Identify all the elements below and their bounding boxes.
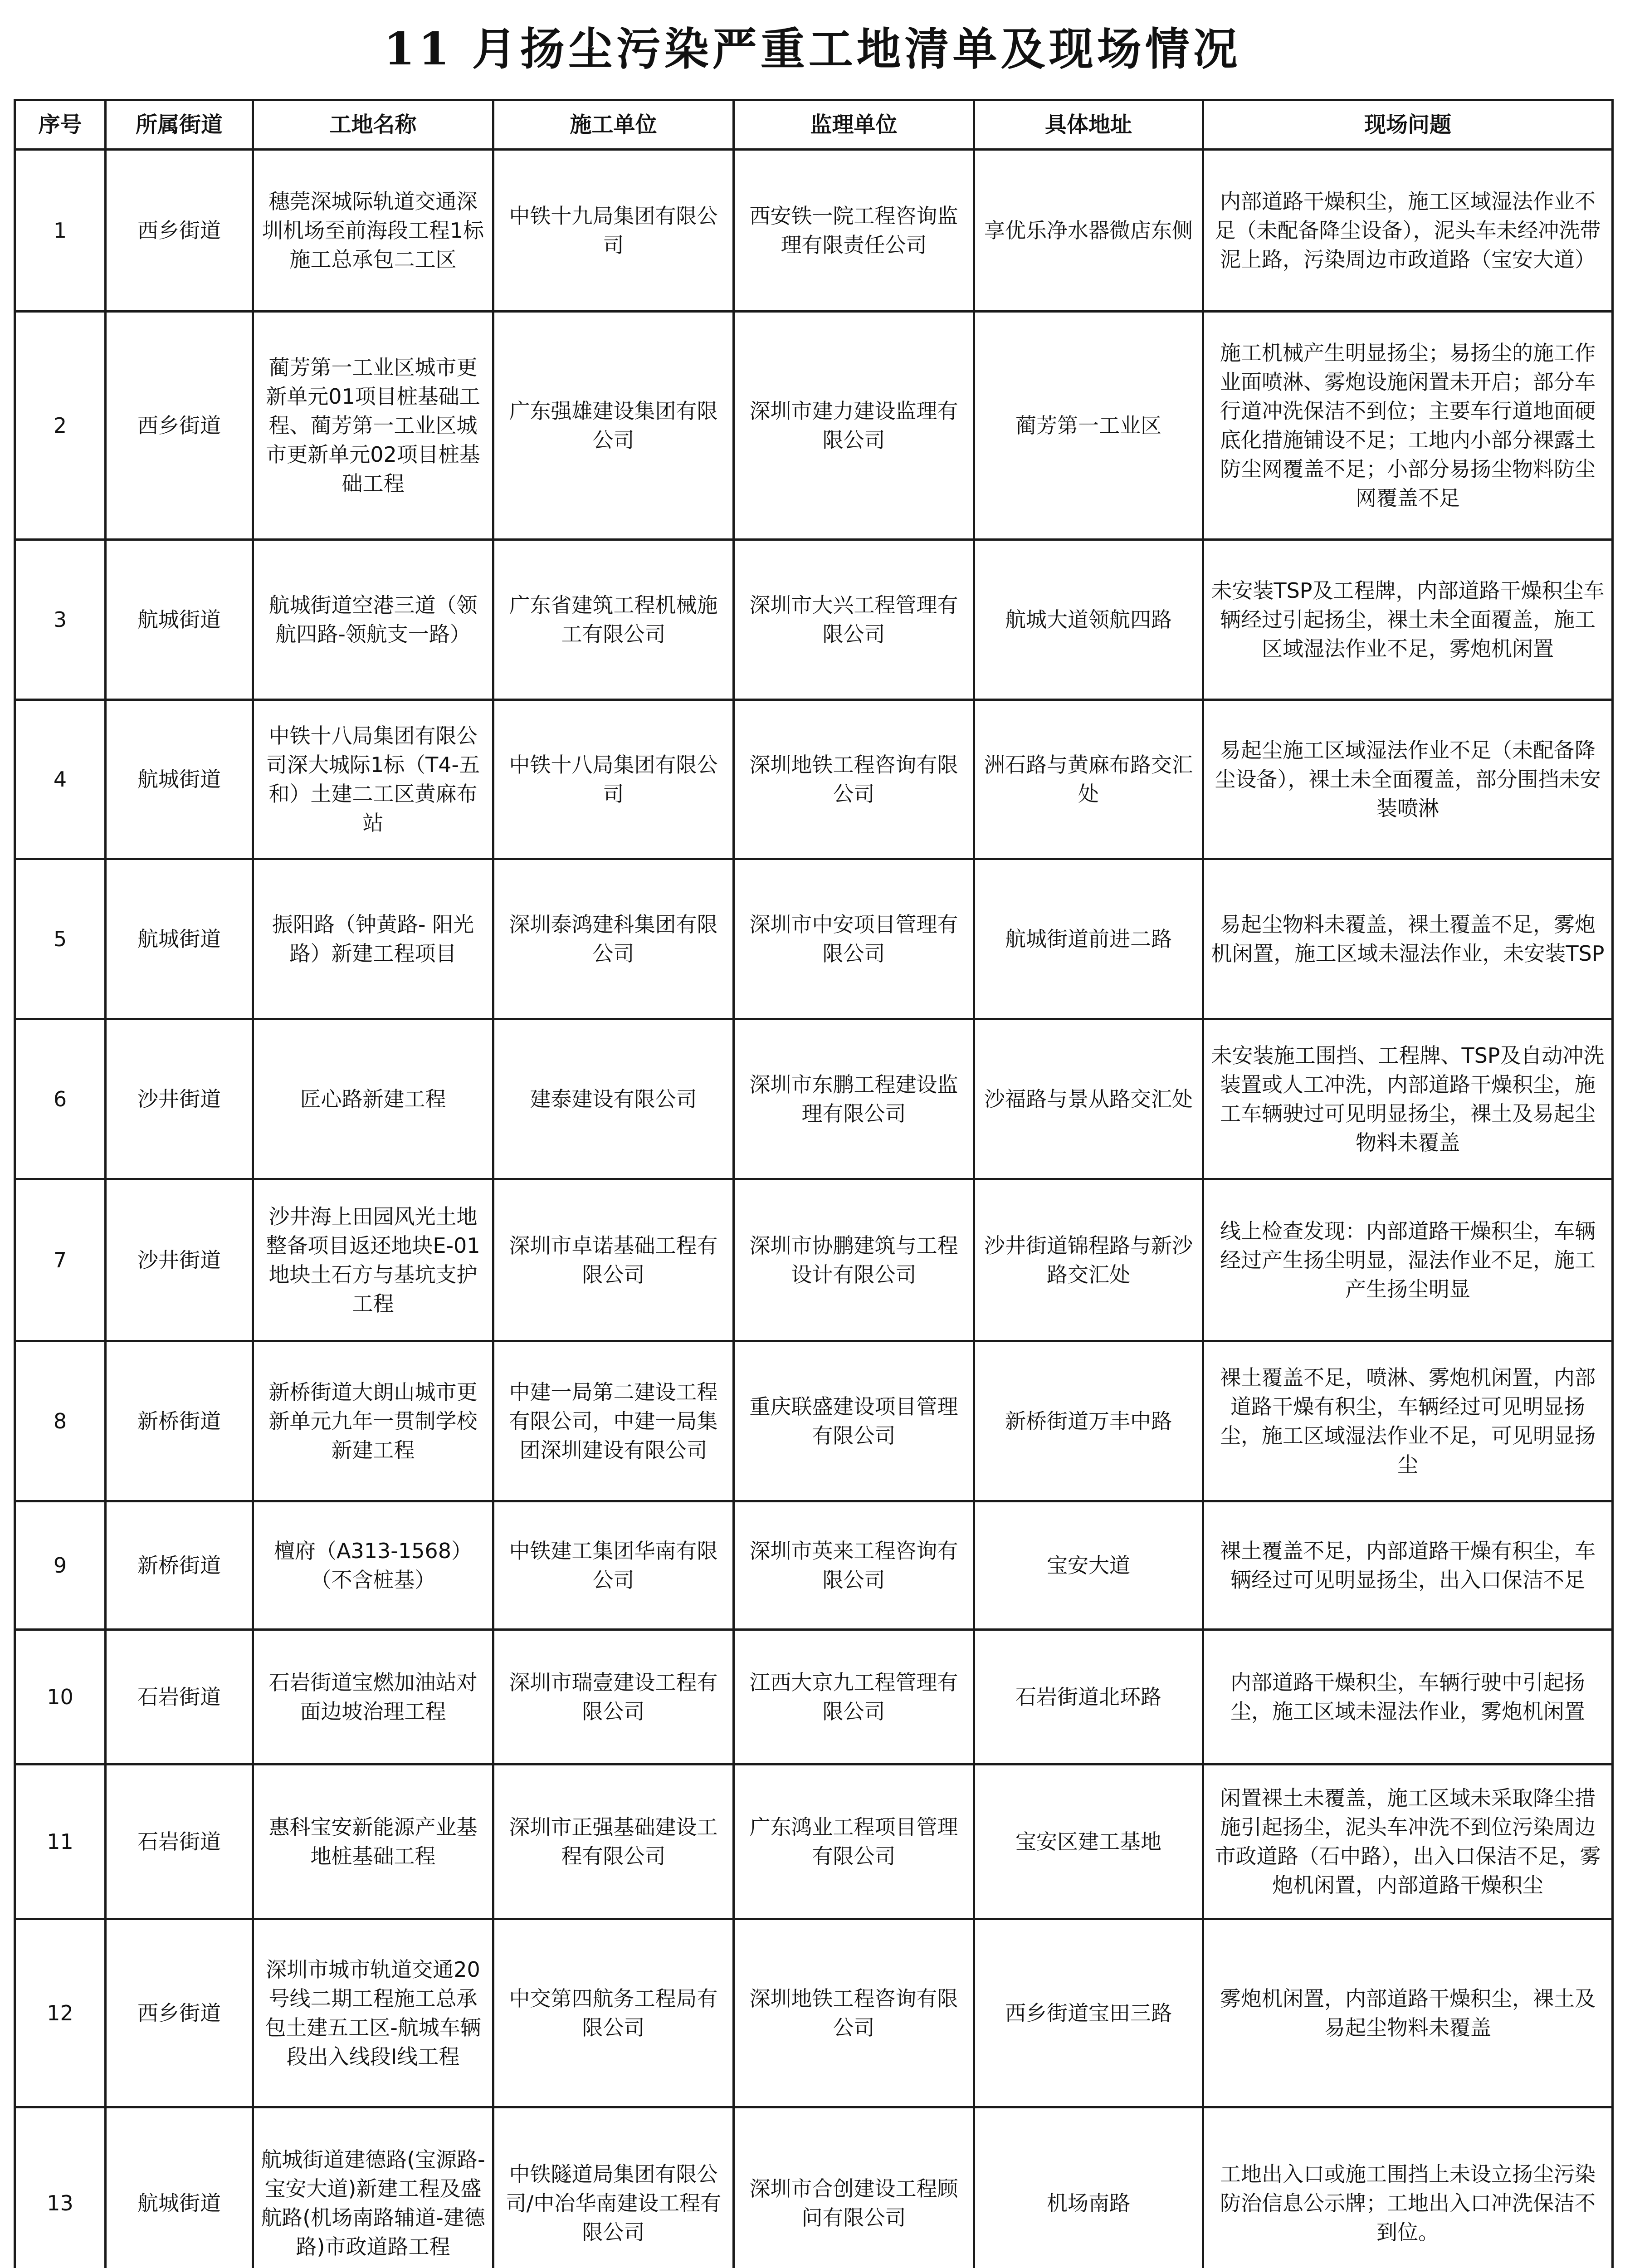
table-row bbox=[15, 859, 1613, 1019]
cell-issue: 内部道路干燥积尘，施工区域湿法作业不足（未配备降尘设备），泥头车未经冲洗带泥上路，污染周边市政道路（宝安大道） bbox=[1203, 150, 1613, 312]
header-issue: 现场问题 bbox=[1203, 100, 1613, 150]
table-row bbox=[15, 1019, 1613, 1179]
cell-no: 4 bbox=[15, 700, 106, 859]
cell-builder: 中铁十九局集团有限公司 bbox=[493, 150, 734, 312]
cell-supervisor: 重庆联盛建设项目管理有限公司 bbox=[734, 1341, 974, 1501]
cell-issue: 裸土覆盖不足，内部道路干燥有积尘，车辆经过可见明显扬尘，出入口保洁不足 bbox=[1203, 1501, 1613, 1630]
cell-no: 11 bbox=[15, 1765, 106, 1919]
cell-issue: 易起尘物料未覆盖，裸土覆盖不足，雾炮机闲置，施工区域未湿法作业，未安装TSP bbox=[1203, 859, 1613, 1019]
cell-street: 航城街道 bbox=[106, 2107, 253, 2268]
header-supervisor: 监理单位 bbox=[734, 100, 974, 150]
cell-builder: 广东强雄建设集团有限公司 bbox=[493, 312, 734, 540]
table-row bbox=[15, 312, 1613, 540]
cell-no: 13 bbox=[15, 2107, 106, 2268]
cell-street: 沙井街道 bbox=[106, 1179, 253, 1341]
cell-site: 沙井海上田园风光土地整备项目返还地块E-01地块土石方与基坑支护工程 bbox=[253, 1179, 493, 1341]
cell-address: 西乡街道宝田三路 bbox=[974, 1919, 1203, 2107]
cell-no: 6 bbox=[15, 1019, 106, 1179]
cell-no: 7 bbox=[15, 1179, 106, 1341]
cell-no: 9 bbox=[15, 1501, 106, 1630]
cell-no: 1 bbox=[15, 150, 106, 312]
cell-issue: 雾炮机闲置，内部道路干燥积尘，裸土及易起尘物料未覆盖 bbox=[1203, 1919, 1613, 2107]
header-no: 序号 bbox=[15, 100, 106, 150]
cell-issue: 裸土覆盖不足，喷淋、雾炮机闲置，内部道路干燥有积尘，车辆经过可见明显扬尘，施工区域湿法作业不足，可见明显扬尘 bbox=[1203, 1341, 1613, 1501]
table-row bbox=[15, 1501, 1613, 1630]
site-table bbox=[14, 99, 1614, 2268]
cell-street: 西乡街道 bbox=[106, 150, 253, 312]
cell-supervisor: 广东鸿业工程项目管理有限公司 bbox=[734, 1765, 974, 1919]
cell-no: 8 bbox=[15, 1341, 106, 1501]
cell-supervisor: 深圳地铁工程咨询有限公司 bbox=[734, 1919, 974, 2107]
cell-builder: 深圳市正强基础建设工程有限公司 bbox=[493, 1765, 734, 1919]
table-row bbox=[15, 1765, 1613, 1919]
cell-street: 沙井街道 bbox=[106, 1019, 253, 1179]
cell-site: 中铁十八局集团有限公司深大城际1标（T4-五和）土建二工区黄麻布站 bbox=[253, 700, 493, 859]
cell-site: 深圳市城市轨道交通20号线二期工程施工总承包土建五工区-航城车辆段出入线段Ⅰ线工程 bbox=[253, 1919, 493, 2107]
cell-issue: 内部道路干燥积尘，车辆行驶中引起扬尘，施工区域未湿法作业，雾炮机闲置 bbox=[1203, 1630, 1613, 1765]
table-row bbox=[15, 1179, 1613, 1341]
cell-site: 新桥街道大朗山城市更新单元九年一贯制学校新建工程 bbox=[253, 1341, 493, 1501]
table-row bbox=[15, 1919, 1613, 2107]
table-row bbox=[15, 1341, 1613, 1501]
cell-address: 新桥街道万丰中路 bbox=[974, 1341, 1203, 1501]
cell-street: 新桥街道 bbox=[106, 1501, 253, 1630]
cell-site: 蔺芳第一工业区城市更新单元01项目桩基础工程、蔺芳第一工业区城市更新单元02项目桩基础工程 bbox=[253, 312, 493, 540]
cell-supervisor: 深圳市合创建设工程顾问有限公司 bbox=[734, 2107, 974, 2268]
table-row bbox=[15, 540, 1613, 700]
cell-address: 沙福路与景从路交汇处 bbox=[974, 1019, 1203, 1179]
table-header-row bbox=[15, 100, 1613, 150]
header-street: 所属街道 bbox=[106, 100, 253, 150]
cell-site: 航城街道空港三道（领航四路-领航支一路） bbox=[253, 540, 493, 700]
cell-supervisor: 深圳市英来工程咨询有限公司 bbox=[734, 1501, 974, 1630]
cell-supervisor: 深圳市大兴工程管理有限公司 bbox=[734, 540, 974, 700]
table-body bbox=[15, 150, 1613, 2268]
cell-issue: 施工机械产生明显扬尘；易扬尘的施工作业面喷淋、雾炮设施闲置未开启；部分车行道冲洗保洁不到位；主要车行道地面硬底化措施铺设不足；工地内小部分裸露土防尘网覆盖不足；小部分易扬尘物料防尘网覆盖不足 bbox=[1203, 312, 1613, 540]
table-row bbox=[15, 1630, 1613, 1765]
header-address: 具体地址 bbox=[974, 100, 1203, 150]
cell-issue: 未安装施工围挡、工程牌、TSP及自动冲洗装置或人工冲洗，内部道路干燥积尘，施工车辆驶过可见明显扬尘，裸土及易起尘物料未覆盖 bbox=[1203, 1019, 1613, 1179]
cell-address: 航城大道领航四路 bbox=[974, 540, 1203, 700]
cell-street: 石岩街道 bbox=[106, 1630, 253, 1765]
cell-street: 航城街道 bbox=[106, 540, 253, 700]
cell-supervisor: 深圳市东鹏工程建设监理有限公司 bbox=[734, 1019, 974, 1179]
cell-address: 航城街道前进二路 bbox=[974, 859, 1203, 1019]
cell-site: 振阳路（钟黄路- 阳光路）新建工程项目 bbox=[253, 859, 493, 1019]
cell-site: 石岩街道宝燃加油站对面边坡治理工程 bbox=[253, 1630, 493, 1765]
cell-site: 檀府（A313-1568）（不含桩基） bbox=[253, 1501, 493, 1630]
cell-builder: 中铁隧道局集团有限公司/中冶华南建设工程有限公司 bbox=[493, 2107, 734, 2268]
page-title: 11 月扬尘污染严重工地清单及现场情况 bbox=[384, 23, 1241, 75]
cell-supervisor: 深圳地铁工程咨询有限公司 bbox=[734, 700, 974, 859]
cell-street: 西乡街道 bbox=[106, 312, 253, 540]
cell-address: 洲石路与黄麻布路交汇处 bbox=[974, 700, 1203, 859]
cell-street: 新桥街道 bbox=[106, 1341, 253, 1501]
cell-street: 航城街道 bbox=[106, 859, 253, 1019]
cell-builder: 深圳泰鸿建科集团有限公司 bbox=[493, 859, 734, 1019]
cell-address: 石岩街道北环路 bbox=[974, 1630, 1203, 1765]
header-builder: 施工单位 bbox=[493, 100, 734, 150]
cell-builder: 中交第四航务工程局有限公司 bbox=[493, 1919, 734, 2107]
cell-street: 石岩街道 bbox=[106, 1765, 253, 1919]
cell-site: 惠科宝安新能源产业基地桩基础工程 bbox=[253, 1765, 493, 1919]
cell-address: 机场南路 bbox=[974, 2107, 1203, 2268]
cell-address: 沙井街道锦程路与新沙路交汇处 bbox=[974, 1179, 1203, 1341]
cell-issue: 易起尘施工区域湿法作业不足（未配备降尘设备），裸土未全面覆盖，部分围挡未安装喷淋 bbox=[1203, 700, 1613, 859]
table-row bbox=[15, 2107, 1613, 2268]
cell-builder: 建泰建设有限公司 bbox=[493, 1019, 734, 1179]
cell-builder: 深圳市卓诺基础工程有限公司 bbox=[493, 1179, 734, 1341]
cell-builder: 广东省建筑工程机械施工有限公司 bbox=[493, 540, 734, 700]
cell-builder: 深圳市瑞壹建设工程有限公司 bbox=[493, 1630, 734, 1765]
cell-no: 10 bbox=[15, 1630, 106, 1765]
cell-site: 穗莞深城际轨道交通深圳机场至前海段工程1标施工总承包二工区 bbox=[253, 150, 493, 312]
cell-site: 匠心路新建工程 bbox=[253, 1019, 493, 1179]
cell-supervisor: 深圳市协鹏建筑与工程设计有限公司 bbox=[734, 1179, 974, 1341]
cell-address: 蔺芳第一工业区 bbox=[974, 312, 1203, 540]
cell-street: 航城街道 bbox=[106, 700, 253, 859]
cell-issue: 未安装TSP及工程牌，内部道路干燥积尘车辆经过引起扬尘，裸土未全面覆盖，施工区域湿法作业不足，雾炮机闲置 bbox=[1203, 540, 1613, 700]
cell-address: 宝安区建工基地 bbox=[974, 1765, 1203, 1919]
cell-site: 航城街道建德路(宝源路-宝安大道)新建工程及盛航路(机场南路辅道-建德路)市政道路工程 bbox=[253, 2107, 493, 2268]
cell-no: 2 bbox=[15, 312, 106, 540]
cell-street: 西乡街道 bbox=[106, 1919, 253, 2107]
cell-builder: 中建一局第二建设工程有限公司，中建一局集团深圳建设有限公司 bbox=[493, 1341, 734, 1501]
cell-no: 3 bbox=[15, 540, 106, 700]
cell-address: 享优乐净水器微店东侧 bbox=[974, 150, 1203, 312]
cell-supervisor: 深圳市中安项目管理有限公司 bbox=[734, 859, 974, 1019]
header-site: 工地名称 bbox=[253, 100, 493, 150]
cell-no: 12 bbox=[15, 1919, 106, 2107]
table-row bbox=[15, 700, 1613, 859]
cell-builder: 中铁十八局集团有限公司 bbox=[493, 700, 734, 859]
cell-issue: 线上检查发现：内部道路干燥积尘，车辆经过产生扬尘明显，湿法作业不足，施工产生扬尘明显 bbox=[1203, 1179, 1613, 1341]
cell-supervisor: 江西大京九工程管理有限公司 bbox=[734, 1630, 974, 1765]
cell-no: 5 bbox=[15, 859, 106, 1019]
cell-supervisor: 西安铁一院工程咨询监理有限责任公司 bbox=[734, 150, 974, 312]
cell-issue: 闲置裸土未覆盖，施工区域未采取降尘措施引起扬尘，泥头车冲洗不到位污染周边市政道路（石中路），出入口保洁不足，雾炮机闲置，内部道路干燥积尘 bbox=[1203, 1765, 1613, 1919]
cell-supervisor: 深圳市建力建设监理有限公司 bbox=[734, 312, 974, 540]
cell-address: 宝安大道 bbox=[974, 1501, 1203, 1630]
cell-builder: 中铁建工集团华南有限公司 bbox=[493, 1501, 734, 1630]
cell-issue: 工地出入口或施工围挡上未设立扬尘污染防治信息公示牌；工地出入口冲洗保洁不到位。 bbox=[1203, 2107, 1613, 2268]
table-row bbox=[15, 150, 1613, 312]
